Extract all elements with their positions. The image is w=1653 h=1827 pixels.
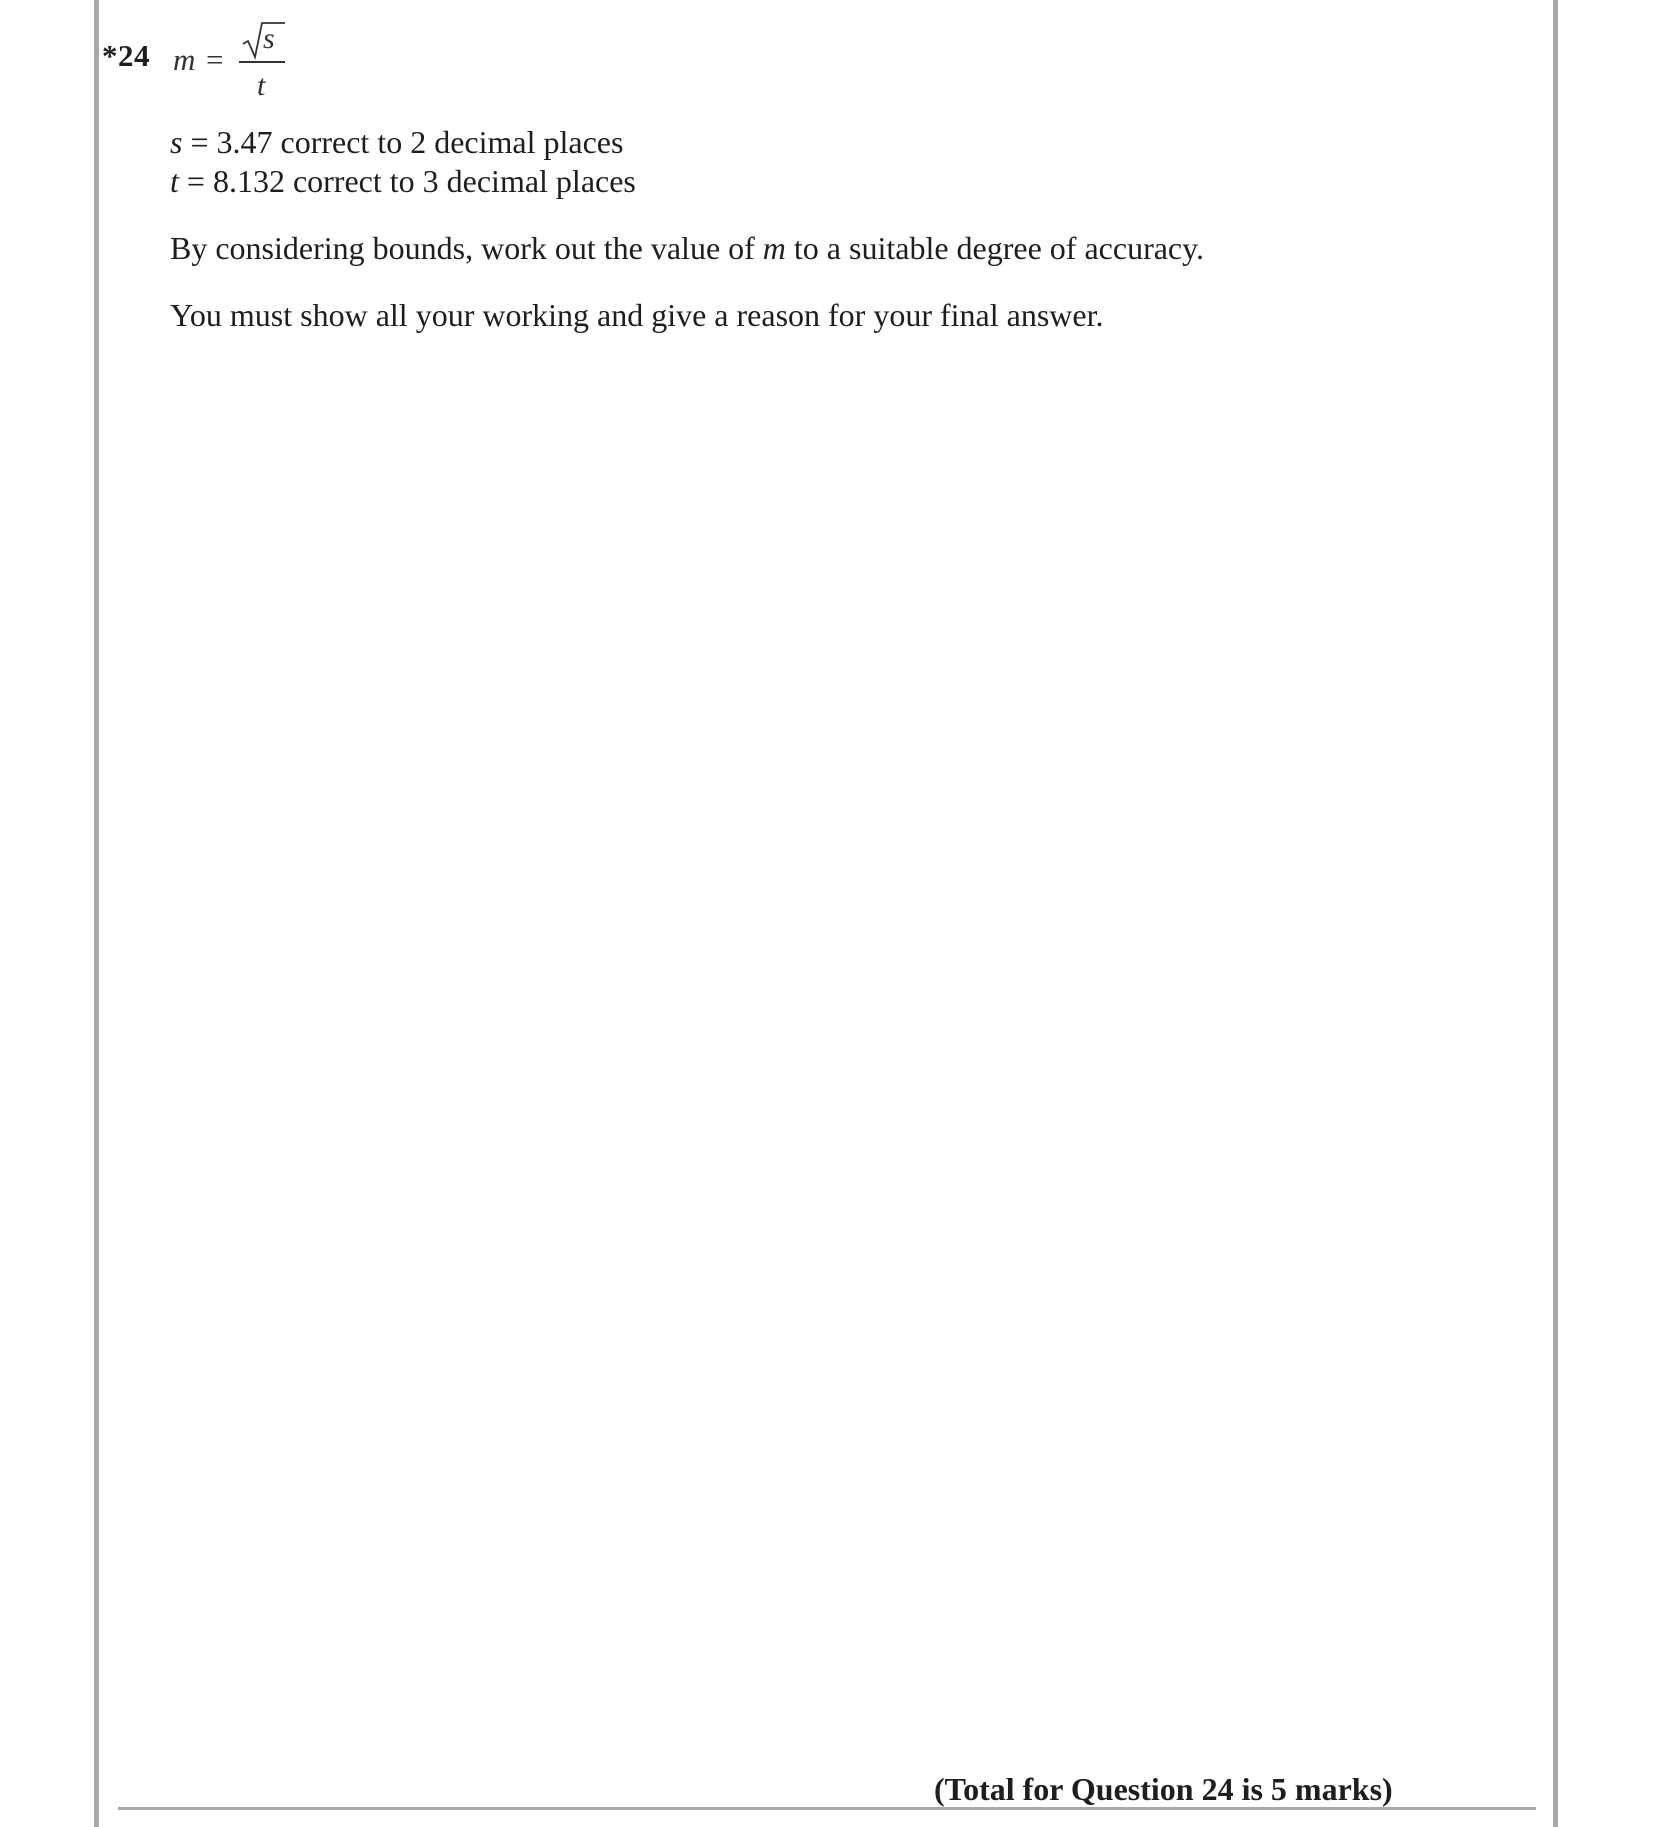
question-total-marks: (Total for Question 24 is 5 marks) [934, 1771, 1393, 1807]
given-t-text: = 8.132 correct to 3 decimal places [178, 163, 636, 199]
question-number: *24 [102, 38, 150, 73]
given-t-var: t [170, 163, 179, 199]
instruction-bounds-end: to a suitable degree of accuracy. [785, 230, 1205, 266]
given-s-var: s [170, 124, 183, 160]
formula-equals: = [206, 42, 224, 77]
formula [173, 14, 293, 104]
formula-denominator: t [257, 69, 266, 102]
page-border-left [94, 0, 99, 1827]
instruction-bounds-start: By considering bounds, work out the value of [170, 230, 763, 266]
instruction-bounds [170, 230, 1204, 267]
fraction-bar [239, 61, 285, 63]
bottom-divider [118, 1807, 1536, 1810]
page-border-right [1553, 0, 1558, 1827]
formula-numerator: s [263, 22, 275, 55]
instruction-show-working: You must show all your working and give a reason for your final answer. [170, 297, 1104, 333]
formula-fraction [239, 14, 285, 104]
given-s-line [170, 124, 623, 161]
given-t-line [170, 163, 636, 200]
given-s-text: = 3.47 correct to 2 decimal places [182, 124, 624, 160]
formula-lhs: m [173, 42, 196, 77]
instruction-bounds-var: m [762, 230, 786, 266]
